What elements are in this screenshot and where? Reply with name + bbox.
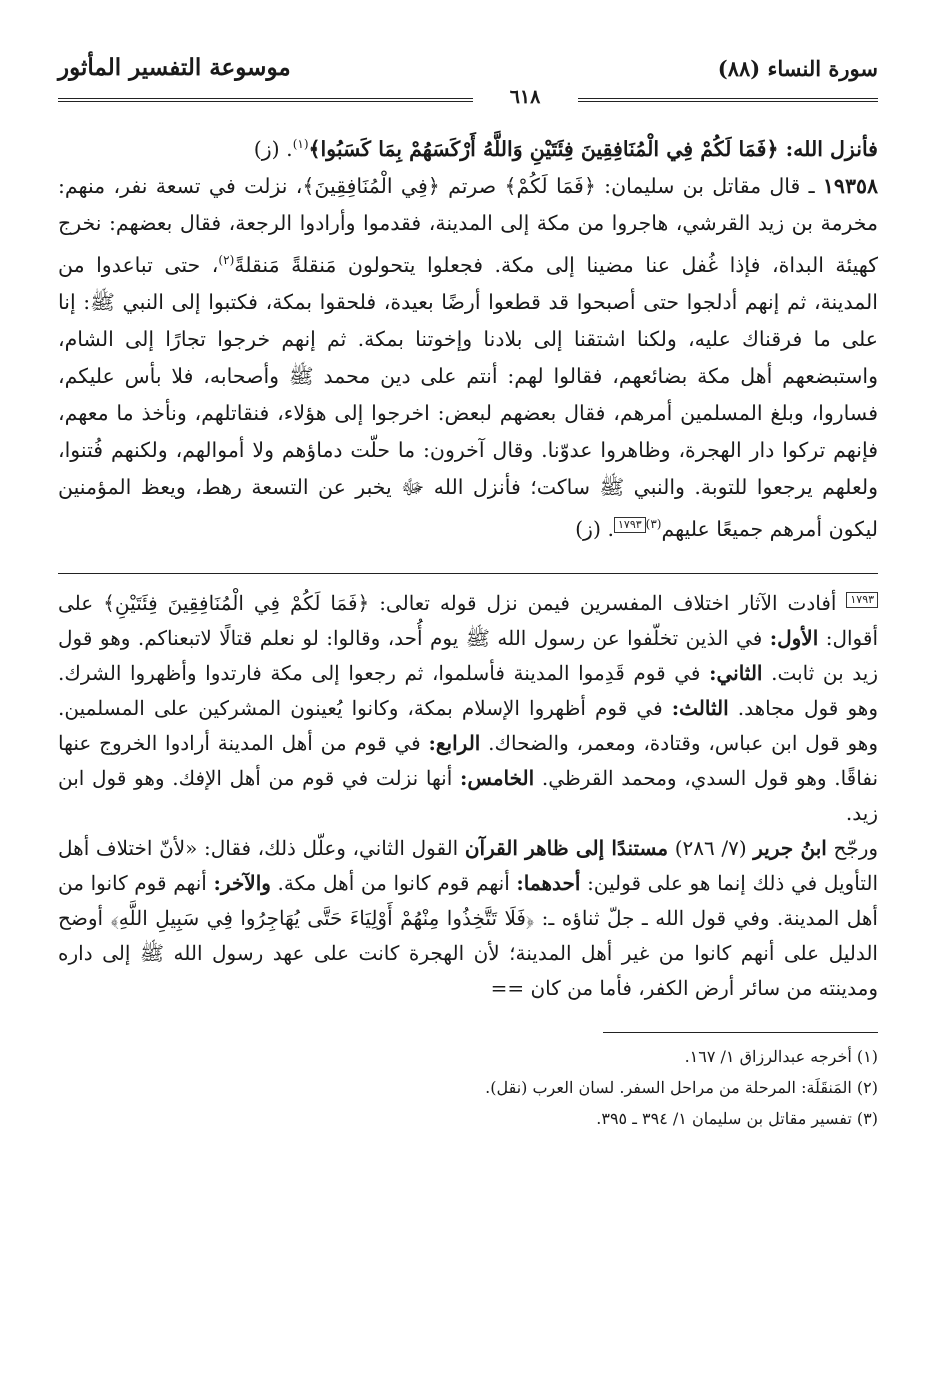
entry-tail: . (ز) (575, 516, 614, 541)
opinion-2-text: في قوم قَدِموا المدينة فأسلموا، ثم رجعوا إلى مكة فارتدوا وأظهروا الشرك. وهو قول مجاهد. (58, 661, 878, 721)
opinion-3-label: الثالث: (671, 696, 729, 721)
footnote-marker-1[interactable]: (١) (292, 137, 309, 151)
commentary-divider (58, 573, 878, 574)
intro-tail: . (ز) (253, 136, 293, 161)
commentary-para-2 (58, 831, 878, 1006)
footnote-1: (١) أخرجه عبدالرزاق ١/ ١٦٧. (684, 1047, 878, 1067)
view-1-label: أحدهما: (516, 871, 581, 896)
opinion-4-label: الرابع: (428, 731, 481, 756)
opinion-1-label: الأول: (769, 626, 819, 651)
main-text (58, 126, 878, 547)
opinion-5-text: أنها نزلت في قوم من أهل الإفك. وهو قول ابن زيد. (58, 766, 878, 826)
opinion-4-text: في قوم من أهل المدينة أرادوا الخروج عنها نفاقًا. وهو قول السدي، ومحمد القرظي. (58, 731, 879, 791)
page-number: ٦١٨ (509, 86, 541, 108)
footnote-2: (٢) المَنقَلَة: المرحلة من مراحل السفر. لسان العرب (نقل). (485, 1078, 878, 1098)
commentary-intro: أفادت الآثار اختلاف المفسرين فيمن نزل قوله تعالى: ﴿فَمَا لَكُمْ فِي الْمُنَافِقِينَ فِئَتَيْنِ﴾ على أقوال: (58, 591, 879, 651)
narration-entry (58, 168, 878, 548)
commentary-ref-box[interactable]: ١٧٩٣ (614, 517, 646, 533)
view-2-label: والآخر: (213, 871, 271, 896)
page (58, 48, 878, 1134)
header-rule-left (58, 98, 473, 102)
intro-verse: فأنزل الله: ﴿فَمَا لَكُمْ فِي الْمُنَافِقِينَ فِئَتَيْنِ وَاللَّهُ أَرْكَسَهُمْ بِمَا كَسَبُوا﴾ (308, 136, 878, 161)
tarjih-author: ابنُ جرير (753, 836, 827, 861)
commentary-para-1 (58, 586, 878, 831)
footnotes (58, 1041, 878, 1134)
book-title: موسوعة التفسير المأثور (58, 54, 291, 81)
surah-title: سورة النساء (٨٨) (717, 56, 878, 81)
header-rule-right (578, 98, 878, 102)
entry-number: ١٩٣٥٨ (822, 173, 878, 198)
opinion-5-label: الخامس: (459, 766, 535, 791)
footnote-rule (603, 1032, 878, 1033)
commentary (58, 586, 878, 1006)
entry-text-1: ـ قال مقاتل بن سليمان: ﴿فَمَا لَكُمْ﴾ صرتم ﴿فِي الْمُنَافِقِينَ﴾، نزلت في تسعة نفر، منهم: مخرمة بن زيد القرشي، هاجروا من مكة إلى المدينة، فقدموا وأرادوا الرجعة، فقال بعضهم: نخرج كهيئة البداة، فإذا غُفل عنا مضينا إلى مكة. فجعلوا يتحولون مَنقلةً مَنقلةً (58, 173, 878, 277)
commentary-ref-label: ١٧٩٣ (846, 592, 878, 608)
view-2-text: أنهم قوم كانوا من أهل المدينة. وفي قول الله ـ جلّ ثناؤه ـ: ﴿فَلَا تَتَّخِذُوا مِنْهُمْ أَوْلِيَاءَ حَتَّى يُهَاجِرُوا فِي سَبِيلِ اللَّهِ﴾ أوضح الدليل على أنهم كانوا من غير أهل المدينة؛ لأن الهجرة كانت على عهد رسول الله ﷺ إلى داره ومدينته من سائر أرض الكفر، فأما من كان == (58, 871, 878, 1001)
opinion-2-label: الثاني: (709, 661, 763, 686)
tarjih-verb: ورجّح (833, 836, 879, 861)
entry-text-2: ، حتى تباعدوا من المدينة، ثم إنهم أدلجوا حتى أصبحوا قد قطعوا أرضًا بعيدة، فلحقوا بمكة، فكتبوا إلى النبي ﷺ: إنا على ما فرقناك عليه، ولكنا اشتقنا إلى بلادنا وإخوتنا بمكة. ثم إنهم خرجوا تجارًا إلى الشام، واستبضعهم أهل مكة بضائعهم، فقالوا لهم: أنتم على دين محمد ﷺ وأصحابه، فلا بأس عليكم، فساروا، وبلغ المسلمين أمرهم، فقال بعضهم لبعض: اخرجوا إلى هؤلاء، فنقاتلهم، ونأخذ ما معهم، فإنهم تركوا دار الهجرة، وظاهروا عدوّنا. وقال آخرون: ما حلّت دماؤهم ولا أموالهم، ولكنهم فُتنوا، ولعلهم يرجعوا للتوبة. والنبي ﷺ ساكت؛ فأنزل الله ﷻ يخبر عن التسعة رهط، ويعظ المؤمنين ليكون أمرهم جميعًا عليهم (58, 252, 878, 541)
footnote-marker-3[interactable]: (٣) (645, 516, 662, 531)
tarjih-text: القول الثاني، وعلّل ذلك، فقال: «لأنّ اختلاف أهل التأويل في ذلك إنما هو على قولين: (58, 836, 878, 896)
opinion-3-text: في قوم أظهروا الإسلام بمكة، وكانوا يُعينون المشركين على المسلمين. وهو قول ابن عباس، وقتادة، ومعمر، والضحاك. (58, 696, 878, 756)
intro-line (58, 126, 878, 168)
header-rule (58, 88, 878, 110)
view-1-text: أنهم قوم كانوا من أهل مكة. (277, 871, 510, 896)
tarjih-citation: (٧/ ٢٨٦) (674, 836, 747, 861)
footnote-marker-2[interactable]: (٢) (218, 252, 235, 267)
footnote-3: (٣) تفسير مقاتل بن سليمان ١/ ٣٩٤ ـ ٣٩٥. (596, 1109, 878, 1129)
opinion-1-text: في الذين تخلّفوا عن رسول الله ﷺ يوم أُحد، وقالوا: لو نعلم قتالًا لاتبعناكم. وهو قول زيد بن ثابت. (58, 626, 879, 686)
tarjih-basis: مستندًا إلى ظاهر القرآن (464, 836, 669, 861)
running-header (58, 48, 878, 88)
